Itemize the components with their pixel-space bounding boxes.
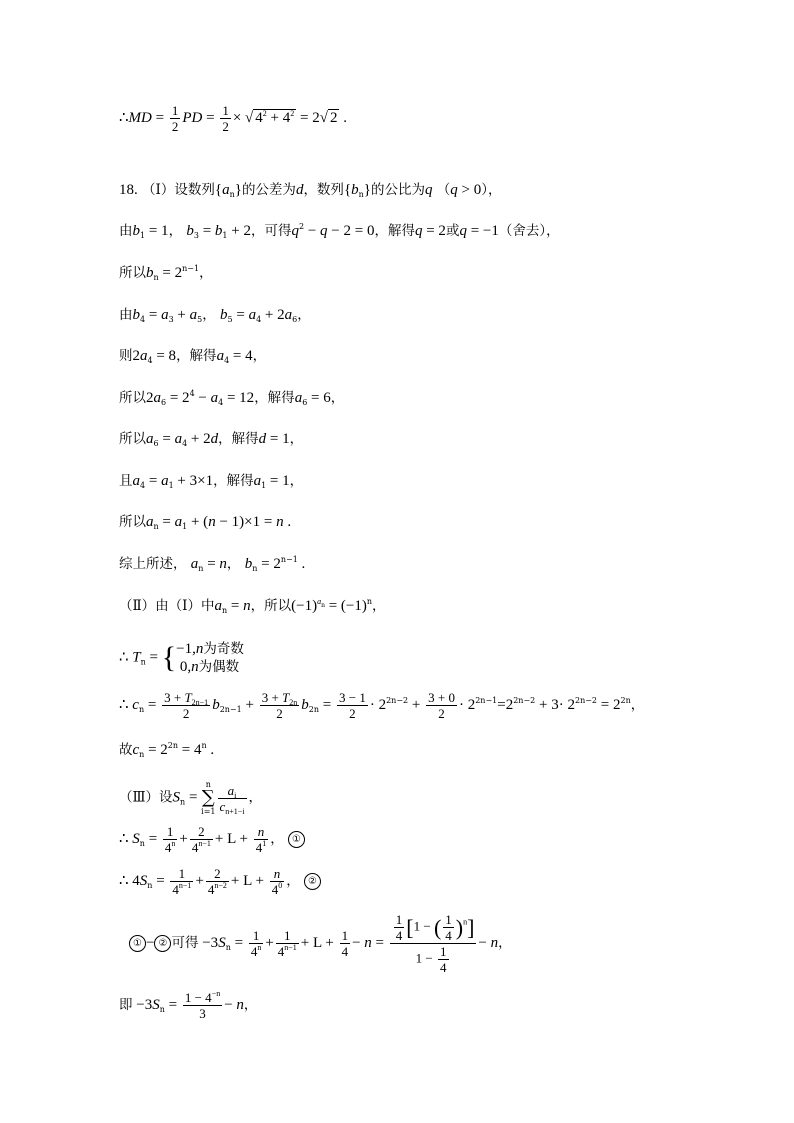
- line-b4-b5: 由$b_4 = a_3 + a_5$， $b_5 = a_4 + 2a_6$，: [119, 307, 311, 324]
- line-4sn: ∴ $4S_n$ = $\frac{1}{4^{n-1}}$ + $\frac{2}{4^{n-2}}$ + L + $\frac{n}{4^0}$ ， ②: [119, 866, 321, 897]
- line-d: 所以$a_6 = a_4 + 2d$，解得d = 1，: [119, 431, 304, 448]
- line-a6: 所以$2a_6 = 2^4 - a_4 = 12$，解得$a_6 = 6$，: [119, 389, 345, 407]
- line-subtract: ① − ② 可得 $-3S_n$ = $\frac{1}{4^n}$ + $\frac{1}{4^{n-1}}$ + L + $\frac{1}{4}$ − n = $\frac{1}{4}$ [1 − ( $\frac{1}{4}$ )$^n$] 1 − $\frac{1}{4}$ − n，: [129, 912, 512, 975]
- line-summary: 综上所述， $a_n = n$， $b_n = 2^{n-1}$ .: [119, 555, 306, 573]
- line-sn: ∴ $S_n$ = $\frac{1}{4^n}$ + $\frac{2}{4^{n-1}}$ + L + $\frac{n}{4^1}$ ， ①: [119, 824, 305, 855]
- line-bn: 所以$b_n = 2^{n-1}$，: [119, 264, 213, 282]
- circled-one: ①: [288, 831, 305, 848]
- circled-two: ②: [304, 873, 321, 890]
- circled-one-b: ①: [129, 935, 146, 952]
- circled-two-b: ②: [154, 935, 171, 952]
- line-tn-cases: ∴ $T_n$ = { −1,n为奇数 0,n为偶数: [119, 641, 244, 675]
- line-a4: 则$2a_4 = 8$，解得$a_4 = 4$，: [119, 348, 267, 365]
- line-a1: 且$a_4 = a_1 + 3\times 1$，解得$a_1 = 1$，: [119, 473, 304, 490]
- line-cn-result: 故$c_n = 2^{2n} = 4^n$ .: [119, 741, 215, 759]
- line-an: 所以$a_n = a_1 + (n - 1)\times 1 = n$ .: [119, 514, 292, 531]
- line-part3: （Ⅲ）设$S_n = n$ ∑ i=1 $\frac{a_i}{c_{n+1-i}}$ ，: [119, 780, 263, 816]
- line-final: 即 $-3S_n$ = $\frac{1 - 4^{-n}}{3}$ − n，: [119, 989, 258, 1021]
- line-md-result: ∴MD = $\frac{1}{2}$ PD = $\frac{1}{2}$ × √ $4^2 + 4^2 = 2√$ 2 .: [119, 103, 347, 134]
- line-part2: （Ⅱ）由（Ⅰ）中$a_n = n$，所以$(-1)^{a_n} = (-1)^n$，: [119, 597, 386, 615]
- line-solve-q: 由$b_1 = 1$， $b_3 = b_1 + 2$，可得$q^2 - q - 2 = 0$，解得q = 2或q = −1（舍去），: [119, 222, 560, 240]
- line-18-intro: 18. （Ⅰ）设数列$\{a_n\}$的公差为d，数列$\{b_n\}$的公比为q （q > 0），: [119, 182, 502, 199]
- line-cn: ∴ $c_n$ = $\frac{3 + T_{2n-1}}{2}$ $b_{2n-1}$ + $\frac{3 + T_{2n}}{2}$ $b_{2n}$ = $\frac{3 - 1}{2}$ · $2^{2n-2}$ + $\frac{3 + 0}{2}$ · $2^{2n-1}=2^{2n-2} + 3\cdot 2^{2n-2} = 2^{2n}$，: [119, 690, 645, 721]
